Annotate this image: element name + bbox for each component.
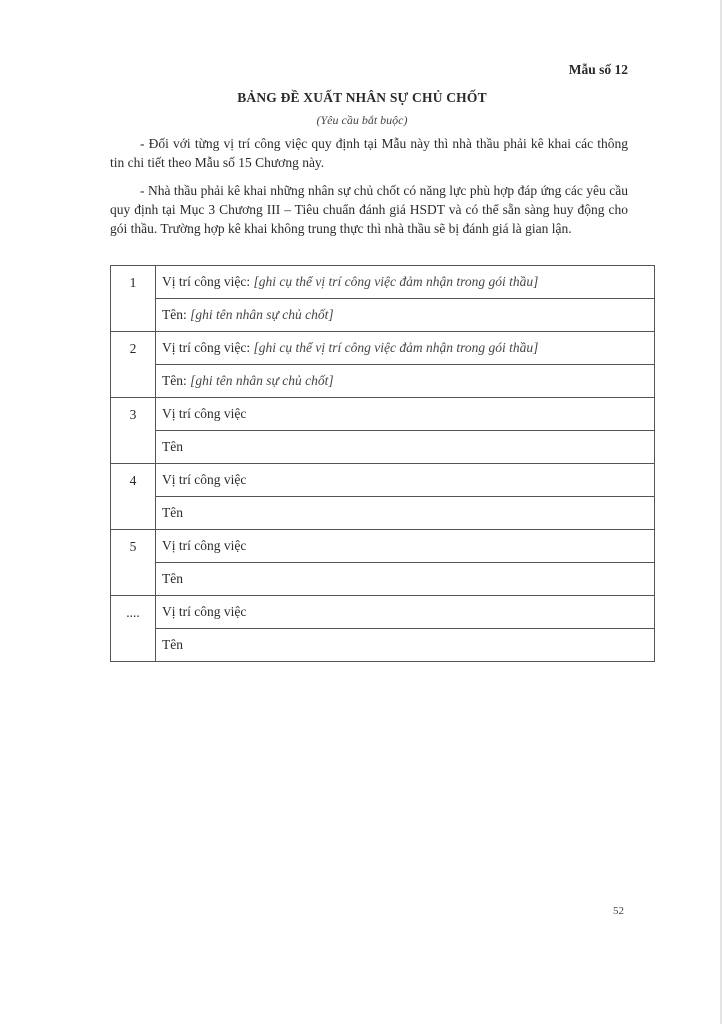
instruction-paragraph-2: - Nhà thầu phải kê khai những nhân sự chủ chốt có năng lực phù hợp đáp ứng các yêu cầu quy định tại Mục 3 Chương III – Tiêu chuẩn đánh giá HSDT và có thể sẵn sàng huy động cho gói thầu. Trường hợp kê khai không trung thực thì nhà thầu sẽ bị đánh giá là gian lận. bbox=[110, 183, 628, 236]
page-number: 52 bbox=[613, 905, 624, 917]
instruction-paragraph-1: - Đối với từng vị trí công việc quy định tại Mẫu này thì nhà thầu phải kê khai các thông tin chi tiết theo Mẫu số 15 Chương này. bbox=[110, 136, 628, 170]
position-label: Vị trí công việc: bbox=[162, 274, 251, 289]
table-row bbox=[111, 530, 655, 563]
table-row bbox=[111, 629, 655, 662]
name-label: Tên bbox=[162, 439, 183, 454]
name-hint: [ghi tên nhân sự chủ chốt] bbox=[190, 307, 334, 322]
position-cell bbox=[156, 266, 655, 299]
table-row bbox=[111, 431, 655, 464]
table-row bbox=[111, 365, 655, 398]
row-number: 1 bbox=[111, 266, 156, 332]
position-cell bbox=[156, 398, 655, 431]
table-row bbox=[111, 332, 655, 365]
position-label: Vị trí công việc bbox=[162, 472, 247, 487]
table-row bbox=[111, 398, 655, 431]
position-label: Vị trí công việc bbox=[162, 604, 247, 619]
row-number: 5 bbox=[111, 530, 156, 596]
name-label: Tên: bbox=[162, 307, 187, 322]
position-cell bbox=[156, 464, 655, 497]
name-label: Tên bbox=[162, 505, 183, 520]
table-row bbox=[111, 563, 655, 596]
name-label: Tên: bbox=[162, 373, 187, 388]
name-cell bbox=[156, 299, 655, 332]
row-number: .... bbox=[111, 596, 156, 662]
row-number: 2 bbox=[111, 332, 156, 398]
name-label: Tên bbox=[162, 571, 183, 586]
position-label: Vị trí công việc bbox=[162, 406, 247, 421]
scan-edge-shadow bbox=[720, 0, 722, 1024]
table-row bbox=[111, 497, 655, 530]
table-row bbox=[111, 299, 655, 332]
position-cell bbox=[156, 530, 655, 563]
position-cell bbox=[156, 596, 655, 629]
position-hint: [ghi cụ thể vị trí công việc đảm nhận trong gói thầu] bbox=[253, 340, 539, 355]
position-label: Vị trí công việc bbox=[162, 538, 247, 553]
table-row bbox=[111, 266, 655, 299]
name-hint: [ghi tên nhân sự chủ chốt] bbox=[190, 373, 334, 388]
table-row bbox=[111, 464, 655, 497]
name-cell bbox=[156, 563, 655, 596]
name-cell bbox=[156, 431, 655, 464]
form-number: Mẫu số 12 bbox=[568, 62, 628, 77]
row-number: 4 bbox=[111, 464, 156, 530]
position-cell bbox=[156, 332, 655, 365]
position-label: Vị trí công việc: bbox=[162, 340, 251, 355]
position-hint: [ghi cụ thể vị trí công việc đảm nhận trong gói thầu] bbox=[253, 274, 539, 289]
name-cell bbox=[156, 365, 655, 398]
row-number: 3 bbox=[111, 398, 156, 464]
table-row bbox=[111, 596, 655, 629]
document-subtitle: (Yêu cầu bắt buộc) bbox=[316, 113, 408, 127]
key-personnel-table bbox=[110, 265, 655, 662]
name-cell bbox=[156, 629, 655, 662]
name-label: Tên bbox=[162, 637, 183, 652]
name-cell bbox=[156, 497, 655, 530]
document-title: BẢNG ĐỀ XUẤT NHÂN SỰ CHỦ CHỐT bbox=[237, 90, 487, 105]
